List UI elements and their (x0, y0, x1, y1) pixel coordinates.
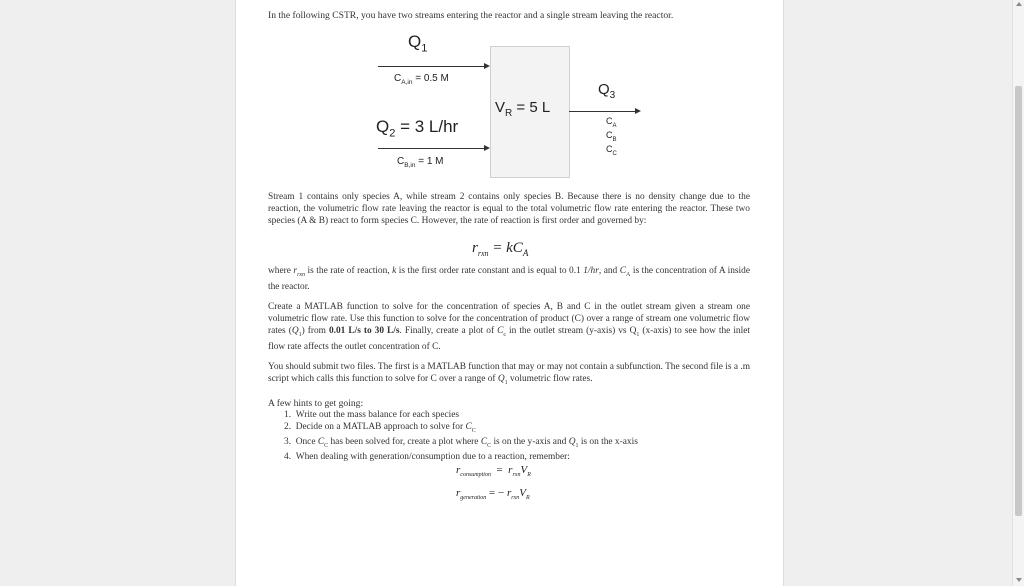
reactor-volume-label: $V_R = 5$ L (495, 99, 551, 119)
q2-label: $Q_2 = 3$ L/hr (376, 117, 459, 140)
scroll-thumb[interactable] (1015, 86, 1022, 516)
hints-title: A few hints to get going: (268, 398, 364, 409)
paragraph-streams: Stream 1 contains only species A, while stream 2 contains only species B. Because there is no density change due to the reaction, the volumetric flow rate leaving the reactor is equal to the total volumetric flow rate entering the reactor. These two species (A & B) react to form species C. However, the rate of reaction is first order and governed by: (268, 192, 750, 226)
outlet-ca: $C_A$ (606, 116, 617, 129)
hint-item: 1. Write out the mass balance for each species (284, 410, 460, 420)
q1-label: $Q_1$ (408, 32, 428, 55)
scroll-up-icon[interactable] (1016, 2, 1022, 6)
vertical-scrollbar[interactable] (1012, 0, 1024, 586)
q3-label: $Q_3$ (598, 81, 616, 101)
hint-item: 2. Decide on a MATLAB approach to solve for $C_C$ (284, 421, 476, 434)
hint-item: 3. Once $C_C$ has been solved for, create a plot where $C_C$ is on the y-axis and $Q_1$ is on the x-axis (284, 436, 638, 449)
hint-item: 4. When dealing with generation/consumption due to a reaction, remember: (284, 452, 570, 463)
scroll-down-icon[interactable] (1016, 578, 1022, 582)
outlet-arrowhead (635, 108, 641, 114)
intro-text: In the following CSTR, you have two streams entering the reactor and a single stream leaving the reactor. (268, 10, 674, 21)
generation-equation: $r_{generation}$ = − $r_{rxn}V_R$ (456, 487, 530, 502)
consumption-equation: $r_{consumption} = r_{rxn}V_R$ (456, 464, 531, 479)
hints-list (284, 410, 638, 464)
stream1-line (378, 66, 484, 67)
rate-equation: $r_{rxn} = kC_A$ (472, 240, 529, 258)
stream2-line (378, 148, 484, 149)
document-page (235, 0, 784, 586)
outlet-line (569, 111, 635, 112)
paragraph-task: Create a MATLAB function to solve for the concentration of species A, B and C in the outlet stream given a stream one volumetric flow rate. Use this function to solve for the concentration of product (C) over a range of stream one volumetric flow rates $(Q_1)$ from 0.01 L/s to 30 L/s. Finally, create a plot of $C_c$ in the outlet stream (y-axis) vs $Q_1$ (x-axis) to see how the inlet flow rate affects the outlet concentration of C. (268, 302, 750, 352)
outlet-cc: $C_C$ (606, 144, 617, 157)
paragraph-submission: You should submit two files. The first is a MATLAB function that may or may not contain a subfunction. The second file is a .m script which calls this function to solve for C over a range of $Q_1$ volumetric flow rates. (268, 362, 750, 386)
ca-in-label: $C_{A,in} = 0.5$ M (394, 73, 449, 86)
paragraph-where: where $r_{rxn}$ is the rate of reaction, k is the first order rate constant and is equal to 0.1 1/hr, and $C_A$ is the concentration of A inside the reactor. (268, 266, 750, 292)
cb-in-label: $C_{B,in} = 1$ M (397, 156, 444, 169)
outlet-cb: $C_B$ (606, 130, 617, 143)
